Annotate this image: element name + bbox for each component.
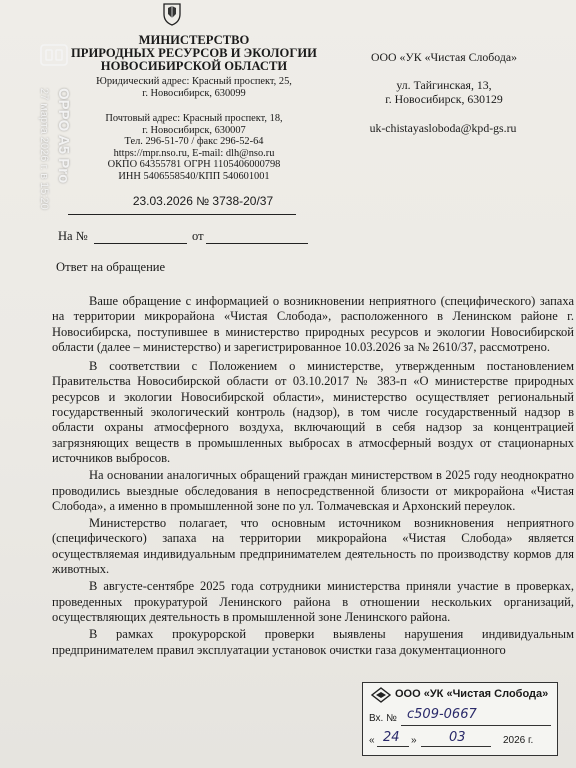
- paragraph: В августе-сентябре 2025 года сотрудники министерства приняли участие в проверках, проведенных прокуратурой Ленинского района в отношении нескольких организаций, осуществляющих деятельность в промышленной зоне Ленинского района.: [52, 579, 574, 624]
- web-email: https://mpr.nso.ru, E-mail: dlh@nso.ru: [113, 147, 275, 159]
- stamp-line: [401, 725, 551, 726]
- divider: [68, 214, 296, 215]
- from-label: от: [192, 229, 204, 243]
- paragraph: На основании аналогичных обращений граждан министерством в 2025 году неоднократно проводились выездные обследования в непосредственной близости от микрорайона «Чистая Слобода», а именно в промышленной зоне по ул. Толмачевская и Архонский переулок.: [52, 468, 574, 513]
- okpo-ogrn: ОКПО 64355781 ОГРН 1105406000798: [107, 159, 281, 171]
- paragraph: В рамках прокурорской проверки выявлены нарушения индивидуальным предпринимателем правил эксплуатации установок очистки газа документационного: [52, 627, 574, 657]
- coat-of-arms-icon: [162, 2, 182, 26]
- stamp-month: 03: [449, 730, 466, 745]
- incoming-no-label: На №: [58, 229, 88, 243]
- paragraph: Ваше обращение с информацией о возникновении неприятного (специфического) запаха на территории микрорайона «Чистая Слобода», расположенного в Ленинском районе г. Новосибирска, поступившее в министерство природных ресурсов и экологии Новосибирской области (далее – министерство) и зарегистрированное 10.03.2026 за № 2610/37, рассмотрено.: [52, 294, 574, 354]
- address-line: г. Новосибирск, 630099: [142, 87, 246, 99]
- inn-kpp: ИНН 5406558540/КПП 540601001: [118, 170, 270, 182]
- incoming-no-line: [94, 243, 187, 244]
- address-line: г. Новосибирск, 630007: [142, 124, 246, 136]
- phone-fax: Тел. 296-51-70 / факс 296-52-64: [124, 136, 264, 148]
- title-line: МИНИСТЕРСТВО: [138, 33, 250, 47]
- stamp-in-no-value: с509-0667: [407, 707, 477, 722]
- outgoing-reference: 23.03.2026 № 3738-20/37: [132, 194, 274, 208]
- paragraph: В соответствии с Положением о министерстве, утвержденным постановлением Правительства Новосибирской области от 03.10.2017 № 383-п «О министерстве природных ресурсов и экологии Новосибирской области», министерство осуществляет региональный государственный экологический контроль (надзор), в том числе государственный надзор в области охраны атмосферного воздуха, включающий в себя надзор за концентрацией загрязняющих веществ в промышленных выбросах в атмосферный воздух от стационарных источников выбросов.: [52, 359, 574, 465]
- legal-address: [62, 76, 326, 99]
- watermark-device: OPPO A5 Pro: [55, 88, 72, 184]
- postal-address: [62, 113, 326, 183]
- address-line: Юридический адрес: Красный проспект, 25,: [96, 76, 292, 87]
- ministry-title: [58, 34, 330, 73]
- paragraph: Министерство полагает, что основным источником возникновения неприятного (специфического) запаха на территории микрорайона «Чистая Слобода» является осуществляемая индивидуальным предпринимателем деятельность по производству кормов для животных.: [52, 516, 574, 577]
- watermark-timestamp: 27 марта 2026 г. в 15:20: [38, 88, 50, 210]
- stamp-day: 24: [383, 730, 400, 745]
- stamp-line: [421, 746, 491, 747]
- address-line: Почтовый адрес: Красный проспект, 18,: [105, 113, 283, 124]
- recipient-org: ООО «УК «Чистая Слобода»: [371, 50, 517, 64]
- letter-body: [52, 294, 574, 658]
- from-date-line: [206, 243, 308, 244]
- recipient-email: uk-chistayasloboda@kpd-gs.ru: [369, 121, 517, 135]
- camera-brand-icon: [40, 44, 68, 66]
- stamp-year: 2026 г.: [503, 735, 534, 746]
- stamp-org: ООО «УК «Чистая Слобода»: [395, 688, 549, 700]
- company-logo-icon: [371, 687, 391, 703]
- stamp-quote-close: »: [411, 735, 417, 746]
- stamp-in-no-label: Вх. №: [369, 713, 397, 724]
- stamp-quote-open: «: [369, 735, 375, 746]
- recipient-city: г. Новосибирск, 630129: [385, 92, 503, 106]
- subject: Ответ на обращение: [56, 260, 166, 274]
- title-line: НОВОСИБИРСКОЙ ОБЛАСТИ: [100, 59, 288, 73]
- stamp-line: [377, 746, 409, 747]
- incoming-stamp: [362, 682, 558, 756]
- title-line: ПРИРОДНЫХ РЕСУРСОВ И ЭКОЛОГИИ: [71, 46, 317, 60]
- recipient-street: ул. Тайгинская, 13,: [396, 78, 492, 92]
